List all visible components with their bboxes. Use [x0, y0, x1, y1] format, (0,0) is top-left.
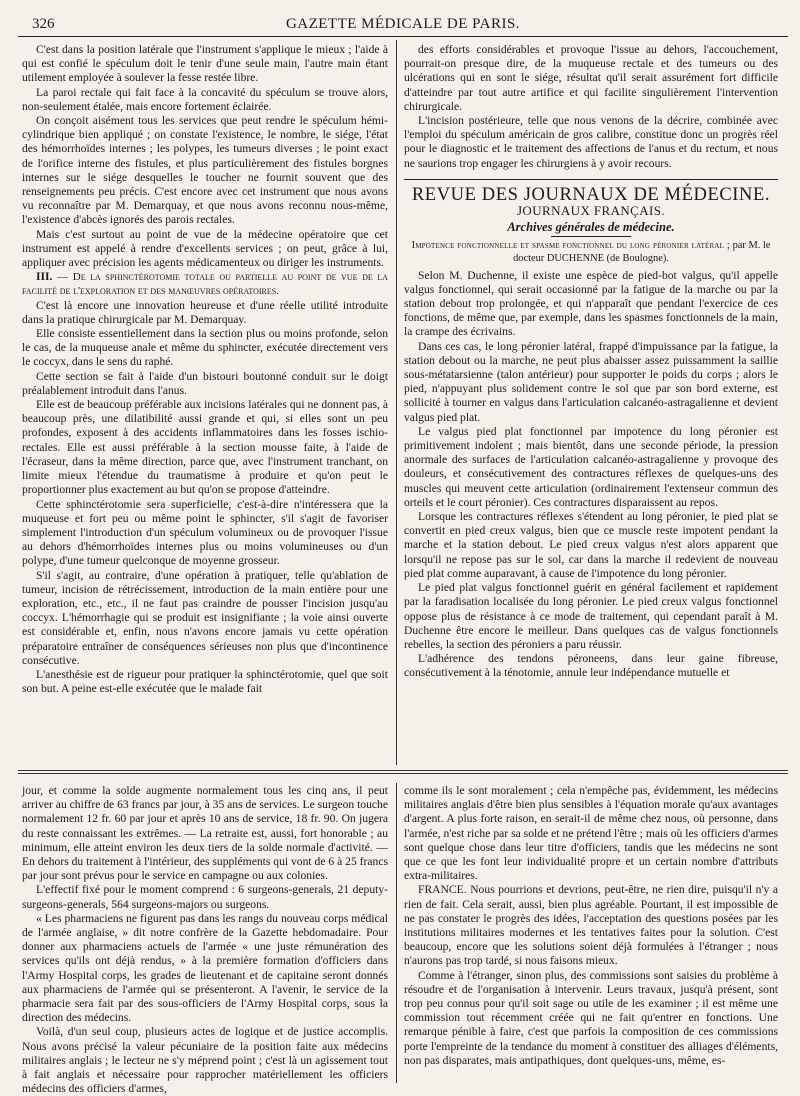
paragraph: Elle consiste essentiellement dans la section plus ou moins profonde, selon le cas, de la muqueuse anale et même du sphincter, exécutée directement vers le coccyx, dans le sens du raphé.: [22, 327, 388, 369]
section-divider-double: [18, 773, 788, 774]
section-divider: [18, 770, 788, 771]
column-top-right: [404, 43, 778, 765]
journal-title-rule: [551, 236, 631, 237]
page-header: [18, 14, 788, 37]
paragraph: Dans ces cas, le long péronier latéral, frappé d'impuissance par la fatigue, la station debout ou la marche, ne peut plus abaisser assez puissamment la saillie sous-métatarsienne (talon antérieur) pour supporter le poids du corps ; alors le pied, n'appuyant plus solidement contre le sol que par son bord externe, est sollicité à tourner en valgus dans l'articulation calcanéo-astragalienne et devient valgus pied plat.: [404, 339, 778, 424]
column-top-left: [22, 43, 388, 765]
paragraph: S'il s'agit, au contraire, d'une opération à pratiquer, telle qu'ablation de tumeur, incision de rétrécissement, introduction de la main entière pour une exploration, etc., etc., il ne faut pas craindre de pousser l'incision jusqu'au coccyx. L'hémorrhagie qui se produit est insignifiante ; la voie ainsi ouverte est considérable et, enfin, nous n'avons encore jamais vu cette opération préparatoire entraîner de conséquences sérieuses non plus que d'incontinence consécutive.: [22, 568, 388, 667]
column-divider-top: [396, 40, 397, 765]
paragraph: Le pied plat valgus fonctionnel guérit en général facilement et rapidement par la faradisation localisée du long péronier. Le pied creux valgus fonctionnel oppose plus de résistance à ce mode de traitement, qui cependant paraît à M. Duchenne être encore le meilleur. Dans quelques cas de valgus fonctionnels rebelles, la section des péroniers a paru réussir.: [404, 581, 778, 651]
paragraph: La paroi rectale qui fait face à la concavité du spéculum se trouve alors, non-seulement étalée, mais encore fortement éclairée.: [22, 85, 388, 113]
paragraph: Voilà, d'un seul coup, plusieurs actes de logique et de justice accomplis. Nous avons précisé la valeur pécuniaire de la position faite aux médecins militaires anglais ; le lecteur ne s'y méprend point ; c'est là un agissement tout à fait anglais et nécessaire pour rapprocher matériellement les officiers médecins des officiers d'armes,: [22, 1025, 388, 1096]
journal-title: Archives générales de médecine.: [507, 220, 675, 235]
running-title: GAZETTE MÉDICALE DE PARIS.: [285, 16, 521, 32]
column-bottom-left: [22, 784, 388, 1096]
paragraph: Lorsque les contractures réflexes s'étendent au long péronier, le pied plat se convertit en pied creux valgus, bien que ce muscle reste impotent pendant la marche et la station debout. Le pied creux valgus n'est alors apparent que lorsqu'il ne repose pas sur le sol, car dans la marche il redevient de nouveau pied plat comme auparavant, à cause de l'impotence du long péronier.: [404, 510, 778, 580]
review-section: [404, 179, 778, 266]
paragraph: Selon M. Duchenne, il existe une espèce de pied-bot valgus, qu'il appelle valgus fonctionnel, qui serait occasionné par la fatigue de la marche ou par la station debout trop prolongée, et qui n'apparaît que pendant l'exercice de ces fonctions, de même que, par exemple, dans les spasmes fonctionnels de la main, la crampe des écrivains.: [404, 268, 778, 339]
paragraph: des efforts considérables et provoque l'issue au dehors, l'accouchement, pourrait-on presque dire, de la muqueuse rectale et des tumeurs ou des ulcérations qui en sont le siége, résultat qu'il serait assurément fort difficile d'atteindre par tout autre artifice et qui facilite singulièrement l'intervention chirurgicale.: [404, 43, 778, 113]
paragraph: « Les pharmaciens ne figurent pas dans les rangs du nouveau corps médical de l'armée anglaise, » dit notre confrère de la Gazette hebdomadaire. Pour donner aux pharmaciens actuels de l'armée « une juste rémunération des services qu'ils ont déjà rendus, » à la première formation d'officiers dans l'Army Hospital corps, les grades de lieutenant et de capitaine seront donnés aux pharmaciens de l'armée qui se présenteront. A l'avenir, le service de la pharmacie sera fait par des sous-officiers de l'Army Hospital corps, sous la direction des médecins.: [22, 911, 388, 1025]
paragraph: Mais c'est surtout au point de vue de la médecine opératoire que cet instrument est appelé à rendre d'excellents services ; on peut, grâce à lui, appliquer avec précision les agents médicamenteux ou diriger les instruments.: [22, 227, 388, 270]
section-title: — De la sphinctérotomie totale ou partielle au point de vue de la facilité de l'exploration et des manœuvres opératoires.: [22, 271, 388, 298]
article-author: par M. le docteur DUCHENNE (de Boulogne).: [513, 240, 771, 265]
column-divider-bottom: [396, 783, 397, 1083]
paragraph: Cette section se fait à l'aide d'un bistouri boutonné conduit sur le doigt préalablement introduit dans l'anus.: [22, 369, 388, 397]
paragraph: Le valgus pied plat fonctionnel par impotence du long péronier est primitivement indolent ; mais bientôt, dans une seconde période, la pression anormale des surfaces de l'articulation calcanéo-astragalienne y provoque des douleurs, et consécutivement des contractures réflexes de quelques-uns des muscles qui meuvent cette articulation (ordinairement l'extenseur commun des orteils et le court péronier). Ces contractures disparaissent au repos.: [404, 424, 778, 509]
paragraph: L'effectif fixé pour le moment comprend : 6 surgeons-generals, 21 deputy-surgeons-generals, 564 surgeons-majors ou surgeons.: [22, 883, 388, 911]
review-title: REVUE DES JOURNAUX DE MÉDECINE.: [411, 184, 771, 205]
paragraph: [404, 883, 778, 968]
paragraph: comme ils le sont moralement ; cela n'empêche pas, évidemment, les médecins militaires anglais d'être bien plus sensibles à l'équation morale qu'aux avantages d'argent. A plus forte raison, en serait-il de même chez nous, où personne, dans l'armée, n'est riche par sa solde et ne prétend l'être ; mais où les officiers d'armes sont quelque chose dans leur titre d'officiers, tandis que les médecins ne sont que ce que les font leur individualité propre et un certain nombre d'attributs extra-militaires.: [404, 784, 778, 883]
section-heading: [22, 270, 388, 298]
page-number: 326: [32, 16, 55, 32]
country-label: FRANCE.: [418, 883, 467, 897]
paragraph: jour, et comme la solde augmente normalement tous les cinq ans, il peut arriver au chiffre de 63 francs par jour, à 35 ans de services. Le surgeon touche normalement 12 fr. 60 par jour et après 10 ans de service, 18 fr. 90. On jugera du reste connaissant les extrêmes. — La retraite est, aussi, fort honorable ; au minimum, elle atteint environ les deux tiers de la solde normale d'activité. — En dehors du traitement à l'intérieur, des suppléments qui vont de 6 à 25 francs par jour sont prévus pour le service en campagne ou aux colonies.: [22, 784, 388, 883]
paragraph: L'anesthésie est de rigueur pour pratiquer la sphinctérotomie, quel que soit son but. A peine est-elle exécutée que le malade fait: [22, 667, 388, 696]
section-number: III.: [36, 270, 53, 284]
paragraph: L'incision postérieure, telle que nous venons de la décrire, combinée avec l'emploi du spéculum américain de gros calibre, constitue donc un progrès réel pour le diagnostic et le traitement des affections de l'anus et du rectum, et nous ne saurions trop engager les chirurgiens à y avoir recours.: [404, 114, 778, 170]
paragraph: Elle est de beaucoup préférable aux incisions latérales qui ne donnent pas, à beaucoup près, une dilatibilité aussi grande et qui, si elles sont un peu profondes, exposent à des accidents inflammatoires dans les fosses ischio-rectales. Elle est aussi préférable à la section mousse faite, à l'aide de l'écraseur, dans la même direction, parce que, avec l'instrument tranchant, on limite mieux l'étendue du traumatisme à produire et qu'on peut le proportionner plus exactement au but qu'on se propose d'atteindre.: [22, 398, 388, 497]
paragraph-text: Nous pourrions et devrions, peut-être, ne rien dire, puisqu'il n'y a rien de fait. Cela serait, aussi, bien plus agréable. Pourtant, il est impossible de ne pas constater le progrès des idées, l'acceptation des questions posées par les institutions militaires modernes et les tentatives faites pour la solution. C'est beaucoup, encore que les solutions soient déjà formulées à l'étranger ; nous n'aurons pas trop tardé, si nous faisons mieux.: [404, 883, 778, 968]
article-title: Impotence fonctionnelle et spasme fonctionnel du long péronier latéral ;: [411, 240, 730, 252]
review-subtitle: JOURNAUX FRANÇAIS.: [516, 203, 666, 219]
paragraph: Cette sphinctérotomie sera superficielle, c'est-à-dire n'intéressera que la muqueuse et fort peu ou même point le sphincter, s'il s'agit de favoriser simplement l'introduction d'un spéculum volumineux ou de provoquer l'issue au dehors d'hémorrhoïdes internes plus ou moins volumineuses ou d'un polype, d'une tumeur quelconque de moyenne grosseur.: [22, 497, 388, 568]
paragraph: On conçoit aisément tous les services que peut rendre le spéculum hémi-cylindrique bien appliqué ; on constate l'existence, le nombre, le siége, l'état des hémorrhoïdes internes ; les polypes, les tumeurs diverses ; le point exact de l'orifice interne des fistules, et plus particulièrement des fistules borgnes internes sur le siége desquelles le toucher ne fournit souvent que des renseignements peu précis. C'est encore avec cet instrument que nous avons vu reconnaître par M. Demarquay, et que nous avons reconnu nous-même, l'existence d'abcès ignorés des parois rectales.: [22, 114, 388, 227]
column-bottom-right: [404, 784, 778, 1084]
paragraph: C'est dans la position latérale que l'instrument s'applique le mieux ; l'aide à qui est confié le spéculum doit le tenir d'une seule main, l'autre main étant utilement employée à soulever la fesse restée libre.: [22, 43, 388, 85]
article-heading: [404, 240, 778, 265]
paragraph: L'adhérence des tendons péroneens, dans leur gaine fibreuse, consécutivement à la ténotomie, annule leur indépendance mutuelle et: [404, 652, 778, 680]
paragraph: C'est là encore une innovation heureuse et d'une réelle utilité introduite dans la pratique chirurgicale par M. Demarquay.: [22, 298, 388, 326]
paragraph: Comme à l'étranger, sinon plus, des commissions sont saisies du problème à résoudre et de l'organisation à intervenir. Leurs travaux, jusqu'à présent, sont trop peu connus pour qu'il soit sage ou utile de les examiner ; il est même une commission tout récemment créée qui ne fait qu'entrer en fonctions. Une remarque pénible à faire, c'est que parfois la composition de ces commissions porte l'empreinte de la tendance du moment à constituer des alliages d'éléments, non pas disparates, mais antipathiques, dont quelques-uns, même, es-: [404, 968, 778, 1067]
